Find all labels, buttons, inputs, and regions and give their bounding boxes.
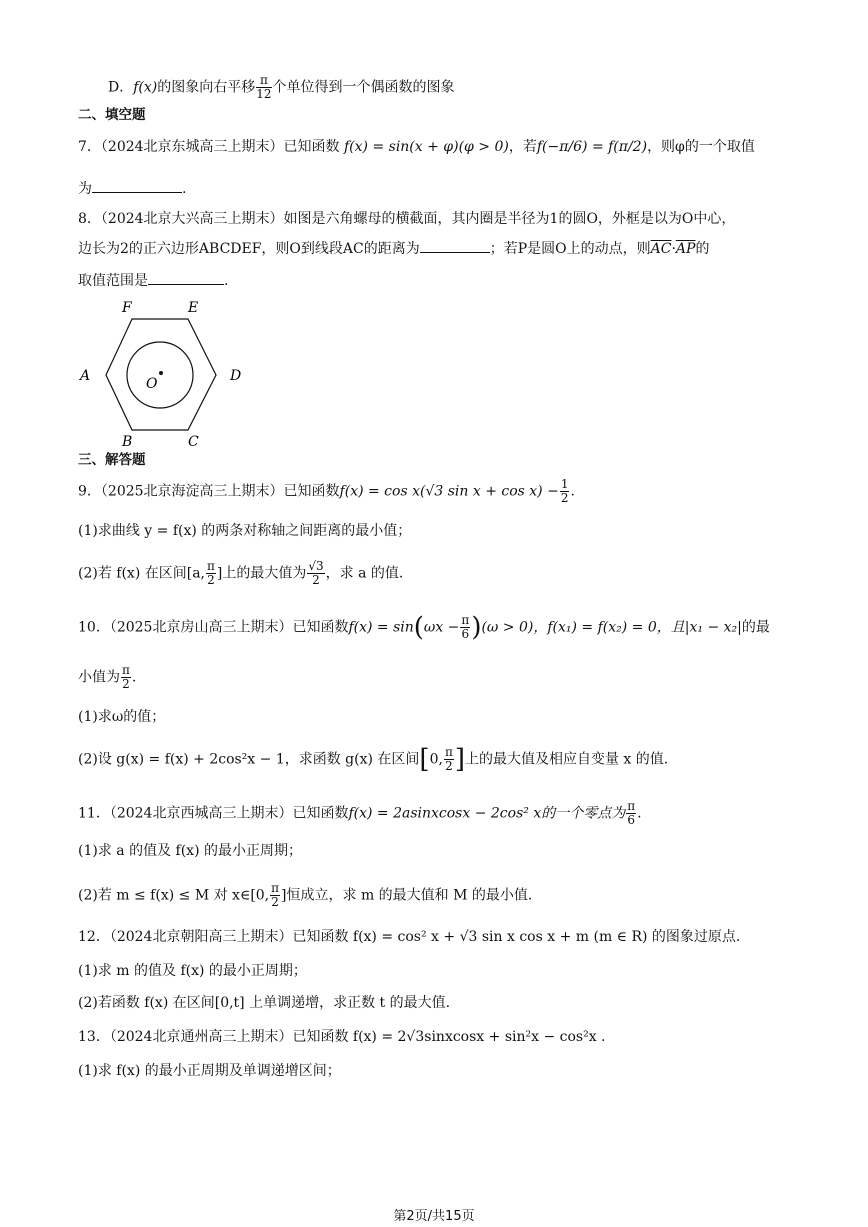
q9-expression: f(x) = cos x(√3 sin x + cos x) − — [339, 483, 559, 500]
hexagon-nut-figure — [76, 294, 256, 454]
q10-bracket-open: [ — [419, 744, 430, 775]
label-b: B — [122, 434, 133, 450]
q6-option-d — [108, 74, 455, 101]
q8-line3-pre: 取值范围是 — [78, 273, 148, 289]
q9-lead: 9．（2025北京海淀高三上期末）已知函数 — [78, 483, 340, 500]
q13-part1: (1)求 f(x) 的最小正周期及单调递增区间； — [78, 1063, 341, 1079]
q11-fraction: $\frac{\pi}{6}$ — [627, 799, 636, 827]
q12-line1: 12．（2024北京朝阳高三上期末）已知函数 f(x) = cos² x + √3 sin x cos x + m (m ∈ R) 的图象过原点. — [78, 929, 741, 945]
q10-line2-fraction: $\frac{\pi}{2}$ — [122, 663, 130, 691]
q11-lead: 11．（2024北京西城高三上期末）已知函数 — [78, 805, 349, 822]
q10-abs: |x₁ − x₂| — [684, 619, 742, 636]
q10-expr-c: (ω > 0)， — [481, 619, 548, 636]
q8-vector-ac: $\overline{AC}$ — [650, 241, 672, 257]
q6-option-d-func: f(x) — [133, 79, 158, 96]
q10-line1 — [78, 614, 770, 641]
q9-fraction: $\frac{1}{2}$ — [560, 477, 569, 505]
q8-dot: · — [671, 241, 676, 257]
q11-p2-a: (2)若 m ≤ f(x) ≤ M 对 x∈[0, — [78, 887, 270, 904]
q10-expr-b: ωx − — [423, 619, 460, 636]
q9-part1: (1)求曲线 y = f(x) 的两条对称轴之间距离的最小值； — [78, 523, 412, 539]
q7-expression: f(x) = sin(x + φ)(φ > 0) — [344, 139, 509, 155]
center-point — [159, 371, 163, 375]
q9-p2-a: (2)若 f(x) 在区间[a, — [78, 565, 205, 582]
q9-p2-max-fraction: $\frac{√3}{2}$ — [308, 559, 324, 587]
q7-cond-pre: ，若 — [508, 139, 537, 155]
q10-paren-open: ( — [413, 612, 424, 643]
q7-lead: 7．（2024北京东城高三上期末）已知函数 — [78, 139, 340, 155]
q10-condition: f(x₁) = f(x₂) = 0，且 — [547, 619, 685, 636]
label-a: A — [80, 368, 91, 384]
q11-line1 — [78, 800, 642, 827]
q10-part1: (1)求ω的值； — [78, 709, 166, 725]
label-o: O — [146, 376, 158, 392]
q8-range-blank[interactable] — [148, 270, 224, 285]
q10-p2-b: 上的最大值及相应自变量 x 的值. — [464, 751, 669, 768]
q7-condition: f(−π/6) = f(π/2) — [536, 139, 648, 155]
q10-line2 — [78, 664, 136, 691]
q8-line1: 8．（2024北京大兴高三上期末）如图是六角螺母的横截面，其内圈是半径为1的圆O，外框是以为O中心， — [78, 211, 736, 227]
q9-line1 — [78, 478, 575, 505]
q9-part2 — [78, 560, 403, 587]
q12-part2: (2)若函数 f(x) 在区间[0,t] 上单调递增，求正数 t 的最大值. — [78, 995, 451, 1011]
q10-part2 — [78, 746, 668, 773]
q9-p2-c: ，求 a 的值. — [325, 565, 404, 582]
q10-p2-int-a: 0, — [429, 751, 443, 768]
q7-tail: ，则φ的一个取值 — [647, 139, 755, 155]
label-f: F — [122, 300, 132, 316]
q7-line1 — [78, 136, 755, 158]
q10-fraction: $\frac{\pi}{6}$ — [461, 613, 470, 641]
q6-option-d-prefix: D． — [108, 79, 134, 96]
q11-end: . — [637, 805, 642, 822]
q10-line2-post: . — [131, 669, 137, 686]
q11-p2-b: ]恒成立，求 m 的最大值和 M 的最小值. — [281, 887, 533, 904]
label-d: D — [230, 368, 242, 384]
q9-end: . — [570, 483, 575, 500]
q13-line1: 13．（2024北京通州高三上期末）已知函数 f(x) = 2√3sinxcosx + sin²x − cos²x . — [78, 1029, 606, 1045]
q10-tail: 的最 — [741, 619, 770, 636]
q7-answer-blank[interactable] — [92, 178, 182, 193]
q10-expr-a: f(x) = sin — [348, 619, 414, 636]
q10-line2-pre: 小值为 — [78, 669, 120, 686]
label-c: C — [188, 434, 199, 450]
q11-p2-fraction: $\frac{\pi}{2}$ — [271, 881, 280, 909]
q10-p2-a: (2)设 g(x) = f(x) + 2cos²x − 1，求函数 g(x) 在区间 — [78, 751, 420, 768]
q6-shift-fraction: $\frac{\pi}{12}$ — [256, 73, 272, 101]
q7-line2-pre: 为 — [78, 181, 92, 197]
q11-part1: (1)求 a 的值及 f(x) 的最小正周期； — [78, 843, 302, 859]
q6-option-d-mid: 的图象向右平移 — [157, 79, 256, 96]
inner-circle — [127, 342, 193, 408]
q9-p2-interval-fraction: $\frac{\pi}{2}$ — [207, 559, 215, 587]
q8-line2-b: ；若P是圆O上的动点，则 — [489, 241, 651, 257]
q11-part2 — [78, 882, 532, 909]
page-footer: 第2页/共15页 — [393, 1209, 475, 1224]
q11-expression: f(x) = 2asinxcosx − 2cos² x的一个零点为 — [348, 805, 626, 822]
q10-lead: 10．（2025北京房山高三上期末）已知函数 — [78, 619, 349, 636]
section-fill-heading: 二、填空题 — [78, 107, 146, 123]
section-solve-heading: 三、解答题 — [78, 452, 146, 468]
q8-line3 — [78, 270, 228, 292]
q10-p2-fraction: $\frac{\pi}{2}$ — [444, 745, 453, 773]
q6-option-d-suffix: 个单位得到一个偶函数的图象 — [272, 79, 455, 96]
q8-vector-ap: $\overline{AP}$ — [675, 241, 696, 257]
q7-line2 — [78, 178, 186, 200]
q8-line2 — [78, 238, 709, 260]
q10-paren-close: ) — [471, 612, 482, 643]
q8-distance-blank[interactable] — [420, 238, 490, 253]
q7-line2-post: . — [182, 181, 187, 197]
q12-part1: (1)求 m 的值及 f(x) 的最小正周期； — [78, 963, 307, 979]
q8-line2-c: 的 — [695, 241, 710, 257]
q10-bracket-close: ] — [454, 744, 465, 775]
q8-line2-a: 边长为2的正六边形ABCDEF，则O到线段AC的距离为 — [78, 241, 420, 257]
q8-line3-post: . — [224, 273, 229, 289]
q9-p2-b: ]上的最大值为 — [216, 565, 307, 582]
label-e: E — [188, 300, 199, 316]
